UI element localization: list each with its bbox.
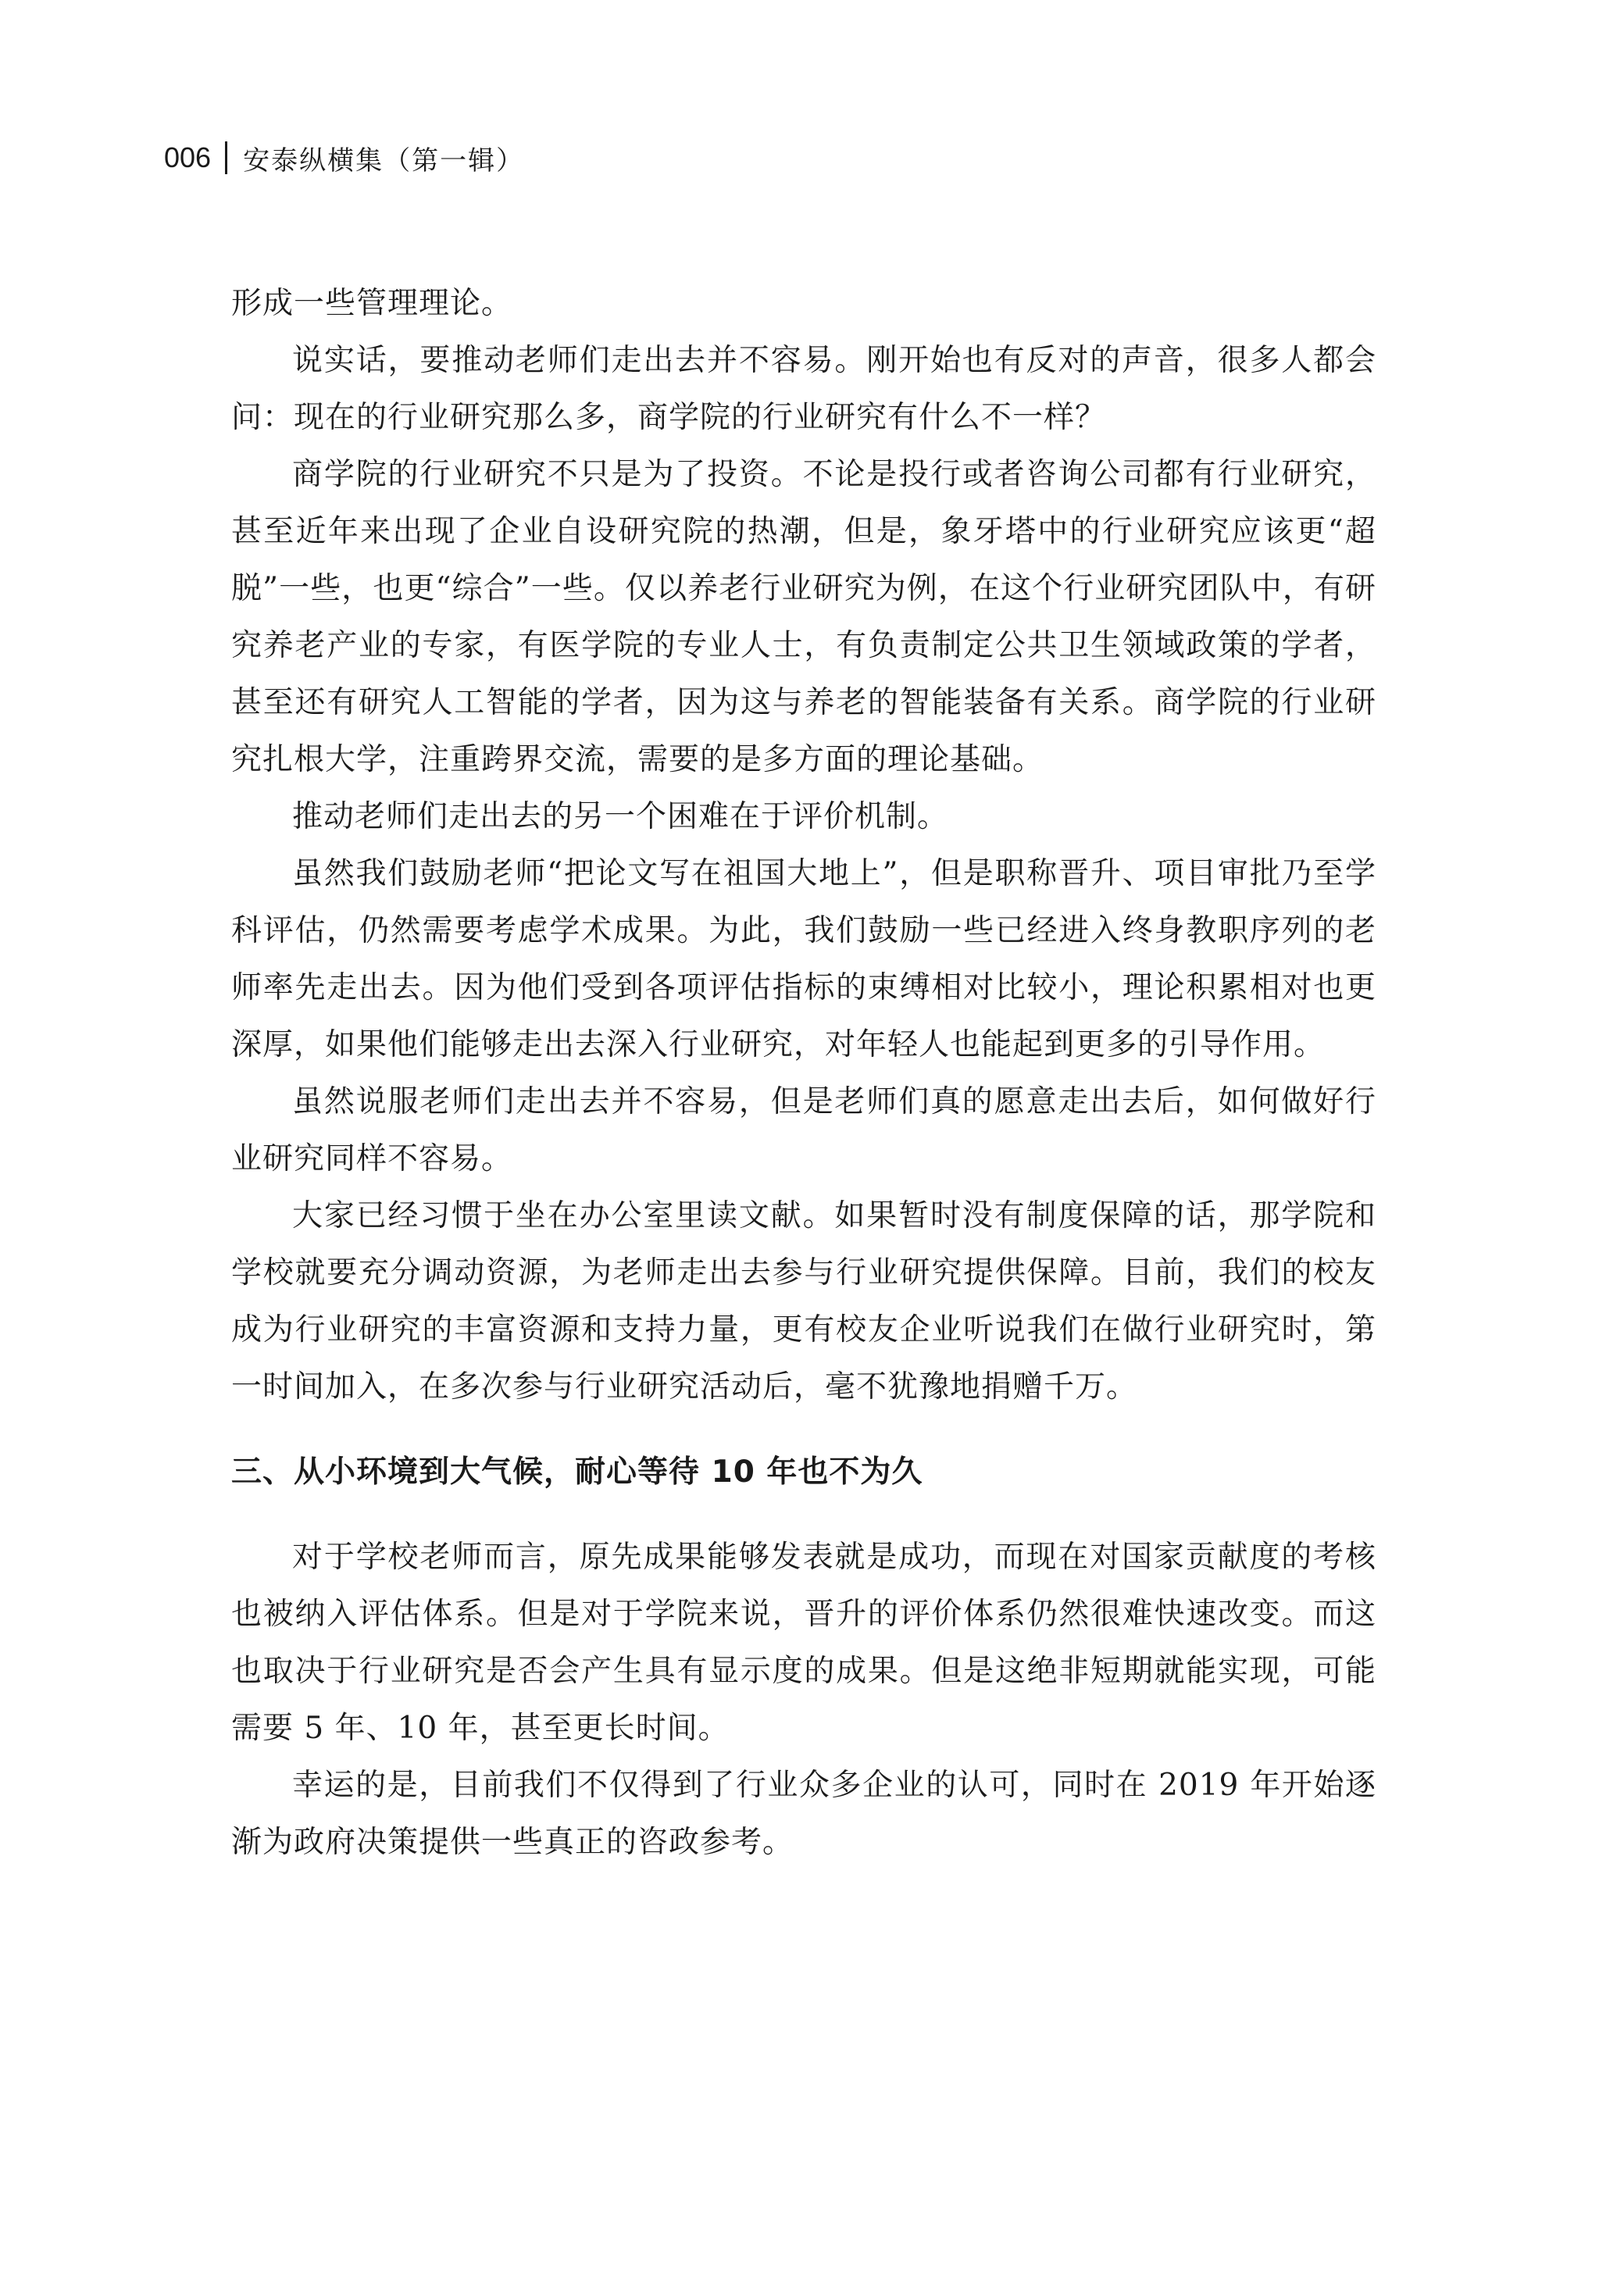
paragraph: 形成一些管理理论。 (231, 286, 513, 321)
book-title: 安泰纵横集（第一辑） (243, 145, 525, 177)
paragraph: 推动老师们走出去的另一个困难在于评价机制。 (292, 799, 949, 834)
paragraph: 对于学校老师而言，原先成果能够发表就是成功，而现在对国家贡献度的考核也被纳入评估体系。但是对于学院来说，晋升的评价体系仍然很难快速改变。而这也取决于行业研究是否会产生具有显示度的成果。但是这绝非短期就能实现，可能需要 5 年、10 年，甚至更长时间。 (231, 1540, 1376, 1746)
paragraph: 大家已经习惯于坐在办公室里读文献。如果暂时没有制度保障的话，那学院和学校就要充分调动资源，为老师走出去参与行业研究提供保障。目前，我们的校友成为行业研究的丰富资源和支持力量，更有校友企业听说我们在做行业研究时，第一时间加入，在多次参与行业研究活动后，毫不犹豫地捐赠千万。 (231, 1198, 1376, 1404)
header-divider (225, 141, 227, 174)
page-body (231, 275, 1376, 1871)
page-header (164, 136, 524, 180)
paragraph: 虽然说服老师们走出去并不容易，但是老师们真的愿意走出去后，如何做好行业研究同样不容易。 (231, 1084, 1376, 1176)
section-heading: 三、从小环境到大气候，耐心等待 10 年也不为久 (231, 1454, 923, 1490)
page-number: 006 (164, 141, 212, 173)
paragraph: 虽然我们鼓励老师“把论文写在祖国大地上”，但是职称晋升、项目审批乃至学科评估，仍然需要考虑学术成果。为此，我们鼓励一些已经进入终身教职序列的老师率先走出去。因为他们受到各项评估指标的束缚相对比较小，理论积累相对也更深厚，如果他们能够走出去深入行业研究，对年轻人也能起到更多的引导作用。 (231, 856, 1376, 1062)
paragraph: 商学院的行业研究不只是为了投资。不论是投行或者咨询公司都有行业研究，甚至近年来出现了企业自设研究院的热潮，但是，象牙塔中的行业研究应该更“超脱”一些，也更“综合”一些。仅以养老行业研究为例，在这个行业研究团队中，有研究养老产业的专家，有医学院的专业人士，有负责制定公共卫生领域政策的学者，甚至还有研究人工智能的学者，因为这与养老的智能装备有关系。商学院的行业研究扎根大学，注重跨界交流，需要的是多方面的理论基础。 (231, 457, 1376, 777)
paragraph: 说实话，要推动老师们走出去并不容易。刚开始也有反对的声音，很多人都会问：现在的行业研究那么多，商学院的行业研究有什么不一样？ (231, 343, 1376, 435)
paragraph: 幸运的是，目前我们不仅得到了行业众多企业的认可，同时在 2019 年开始逐渐为政府决策提供一些真正的咨政参考。 (231, 1768, 1376, 1860)
